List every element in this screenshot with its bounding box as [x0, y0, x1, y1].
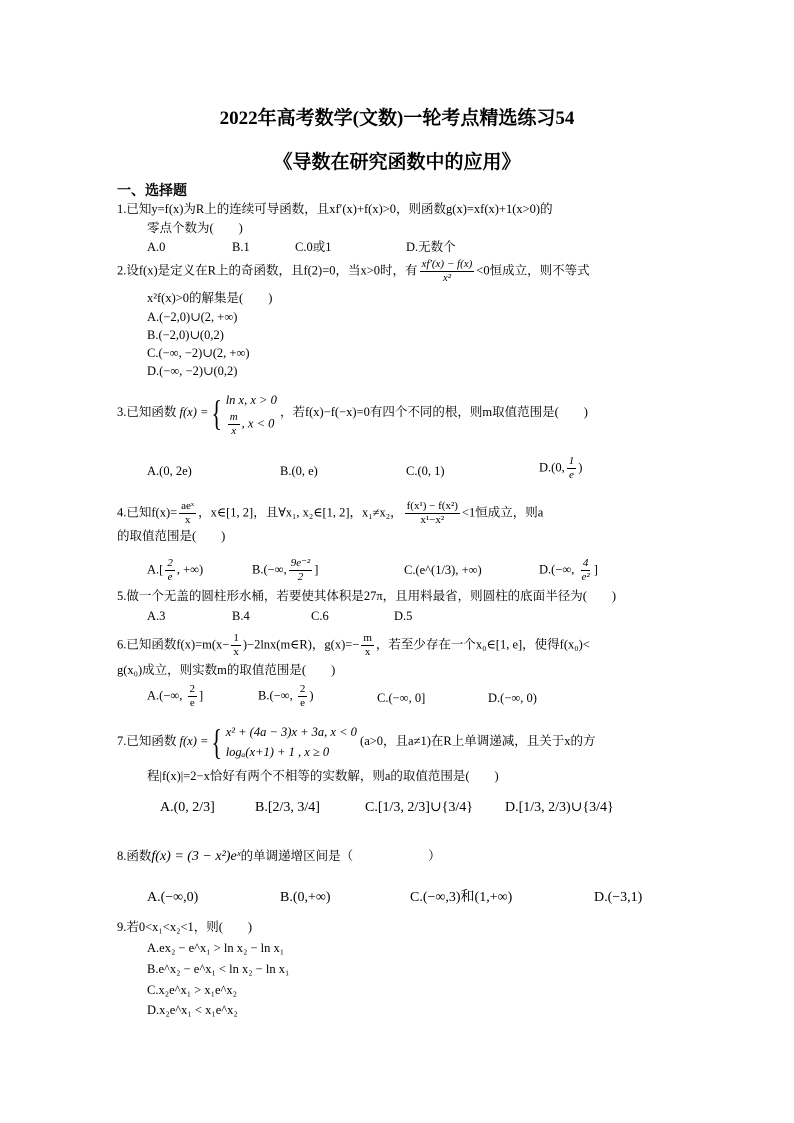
q4-stem-cont: 的取值范围是( ): [117, 529, 226, 543]
q6-frac2-den: x: [364, 646, 371, 658]
q9-option-a: A.ex₂ − e^x₁ > ln x₂ − ln x₁: [147, 941, 285, 955]
q8-func: f(x) = (3 − x²)eˣ: [151, 849, 241, 864]
q1-option-c: C.0或1: [295, 240, 332, 254]
q1-option-b: B.1: [232, 240, 250, 254]
q7-option-a: A.(0, 2/3]: [160, 800, 215, 815]
q3-case2-num: m: [229, 410, 238, 423]
q8-option-a: A.(−∞,0): [147, 890, 199, 905]
q1-option-a: A.0: [147, 240, 166, 254]
q7-stem-cont: 程|f(x)|=2−x恰好有两个不相等的实数解，则a的取值范围是( ): [147, 769, 499, 783]
q2-stem-pre: 2.设f(x)是定义在R上的奇函数，且f(2)=0，当x>0时，有: [117, 263, 418, 278]
q2-stem-post: <0恒成立，则不等式: [476, 263, 590, 278]
q1-option-d: D.无数个: [406, 240, 456, 254]
q4-option-a: [147, 557, 203, 584]
q4-frac-den: x¹−x²: [420, 514, 445, 526]
q6-option-a-pre: A.(−∞,: [147, 688, 186, 703]
q4-option-d-num: 4: [582, 557, 589, 569]
q4-option-b-num: 9e⁻²: [290, 557, 311, 569]
q6-stem-c: ，若至少存在一个x₀∈[1, e]，使得f(x₀)<: [375, 637, 590, 652]
q6-option-c: C.(−∞, 0]: [377, 691, 426, 705]
q6-option-a-num: 2: [189, 683, 196, 695]
page-title: 2022年高考数学(文数)一轮考点精选练习54: [219, 108, 575, 129]
q6-option-b-den: e: [300, 697, 306, 709]
q4-option-a-pre: A.[: [147, 562, 164, 577]
q3-option-d: [539, 455, 582, 482]
q6-option-a: [147, 683, 203, 710]
q3-option-d-den: e: [569, 469, 574, 481]
q9-stem: 9.若0<x₁<x₂<1，则( ): [117, 920, 253, 934]
q8-option-c: C.(−∞,3)和(1,+∞): [410, 890, 513, 905]
q3-option-b: B.(0, e): [280, 464, 318, 478]
q2-option-d: D.(−∞, −2)∪(0,2): [147, 364, 238, 378]
q4-stem-mid: ，x∈[1, 2]，且∀x₁, x₂∈[1, 2]，x₁≠x₂，: [198, 505, 403, 520]
q2-fraction-den: x²: [442, 272, 452, 284]
q6-stem-b: )−2lnx(m∈R)，g(x)=−: [242, 637, 360, 652]
q3-func: f(x) =: [179, 405, 209, 419]
q4-stem-post: <1恒成立，则a: [461, 505, 544, 520]
q3-case1: ln x, x > 0: [225, 392, 277, 407]
q8-option-b: B.(0,+∞): [280, 890, 331, 905]
q6-stem-a: 6.已知函数f(x)=m(x−: [117, 637, 230, 652]
q6-option-b: [258, 683, 314, 710]
q7-option-b: B.[2/3, 3/4]: [255, 800, 320, 815]
q9-option-c: C.x₂e^x₁ > x₁e^x₂: [147, 983, 238, 997]
q3-stem: [117, 384, 588, 440]
q5-option-a: A.3: [147, 609, 166, 623]
q5-option-d: D.5: [394, 609, 413, 623]
q3-case2-den: x: [231, 424, 237, 437]
q3-cases: [226, 389, 277, 438]
q4-option-d: [539, 557, 598, 584]
q3-case2-cond: , x < 0: [241, 416, 275, 430]
q3-option-a: A.(0, 2e): [147, 464, 192, 478]
q6-frac1-num: 1: [233, 632, 239, 644]
q7-stem-post: (a>0，且a≠1)在R上单调递减，且关于x的方: [360, 734, 596, 748]
q5-option-b: B.4: [232, 609, 250, 623]
q4-option-c: C.(e^(1/3), +∞): [404, 563, 482, 577]
q4-frac-num: f(x¹) − f(x²): [406, 500, 458, 512]
page-subtitle: 《导数在研究函数中的应用》: [273, 152, 521, 173]
q5-stem: 5.做一个无盖的圆柱形水桶，若要使其体积是27π，且用料最省，则圆柱的底面半径为( ): [117, 589, 617, 603]
q6-option-b-pre: B.(−∞,: [258, 688, 296, 703]
q8-stem-post: 的单调递增区间是（ ）: [240, 849, 441, 863]
q7-stem-pre: 7.已知函数: [117, 734, 177, 748]
q4-stem: [117, 500, 543, 527]
q2-stem: [117, 258, 590, 285]
q2-option-b: B.(−2,0)∪(0,2): [147, 328, 224, 342]
q4-option-d-den: e²: [581, 571, 590, 583]
q7-stem: [117, 716, 595, 766]
q7-case1: x² + (4a − 3)x + 3a, x < 0: [225, 725, 357, 740]
q4-option-a-den: e: [167, 571, 173, 583]
q3-case2: [226, 411, 277, 438]
q7-option-c: C.[1/3, 2/3]∪{3/4}: [365, 800, 474, 815]
q2-fraction: [420, 258, 475, 285]
q8-stem-pre: 8.函数: [117, 849, 152, 863]
q4-option-a-num: 2: [167, 557, 173, 569]
q6-frac2-num: m: [363, 632, 372, 644]
q3-option-d-num: 1: [568, 455, 575, 467]
q4-option-b: [252, 557, 318, 584]
q4-option-b-den: 2: [297, 571, 304, 583]
q6-option-a-post: ]: [199, 688, 204, 703]
q6-frac1-den: x: [233, 646, 239, 658]
q8-option-d: D.(−3,1): [594, 890, 643, 905]
q4-option-a-post: , +∞): [176, 562, 204, 577]
q1-stem: 1.已知y=f(x)为R上的连续可导函数，且xf′(x)+f(x)>0，则函数g(x)=xf(x)+1(x>0)的: [117, 202, 553, 216]
q3-stem-pre: 3.已知函数: [117, 405, 177, 419]
q4-option-d-pre: D.(−∞,: [539, 562, 578, 577]
q9-option-b: B.e^x₂ − e^x₁ < ln x₂ − ln x₁: [147, 962, 290, 976]
q7-func: f(x) =: [179, 734, 209, 748]
q6-stem-cont: g(x₀)成立，则实数m的取值范围是( ): [117, 663, 336, 677]
q7-cases: [226, 722, 357, 762]
q2-stem-cont: x²f(x)>0的解集是( ): [147, 291, 273, 305]
q8-stem: [117, 848, 441, 865]
q3-option-c: C.(0, 1): [406, 464, 445, 478]
q3-stem-post: ，若f(x)−f(−x)=0有四个不同的根，则m取值范围是( ): [279, 405, 588, 419]
q4-option-b-post: ]: [314, 562, 319, 577]
q6-option-d: D.(−∞, 0): [488, 691, 537, 705]
q5-option-c: C.6: [311, 609, 329, 623]
q2-option-c: C.(−∞, −2)∪(2, +∞): [147, 346, 250, 360]
q4-f-num: aeˣ: [181, 500, 195, 512]
q2-fraction-num: xf′(x) − f(x): [421, 258, 473, 270]
q3-option-d-pre: D.(0,: [539, 460, 565, 475]
q7-case2: logₐ(x+1) + 1 , x ≥ 0: [225, 745, 330, 760]
q4-stem-pre: 4.已知f(x)=: [117, 505, 178, 520]
q4-option-b-pre: B.(−∞,: [252, 562, 287, 577]
q6-stem: [117, 632, 590, 659]
q7-brace: {: [211, 722, 223, 763]
q6-option-b-post: ): [309, 688, 314, 703]
q3-brace: {: [211, 393, 223, 434]
q6-option-a-den: e: [189, 697, 195, 709]
q1-stem-cont: 零点个数为( ): [147, 221, 243, 235]
q4-option-d-post: ]: [593, 562, 598, 577]
q9-option-d: D.x₂e^x₁ < x₁e^x₂: [147, 1003, 238, 1017]
q3-option-d-post: ): [578, 460, 583, 475]
q2-option-a: A.(−2,0)∪(2, +∞): [147, 310, 238, 324]
q4-f-den: x: [184, 514, 191, 526]
q7-option-d: D.[1/3, 2/3)∪{3/4}: [505, 800, 614, 815]
section-heading: 一、选择题: [117, 184, 187, 199]
q6-option-b-num: 2: [299, 683, 306, 695]
